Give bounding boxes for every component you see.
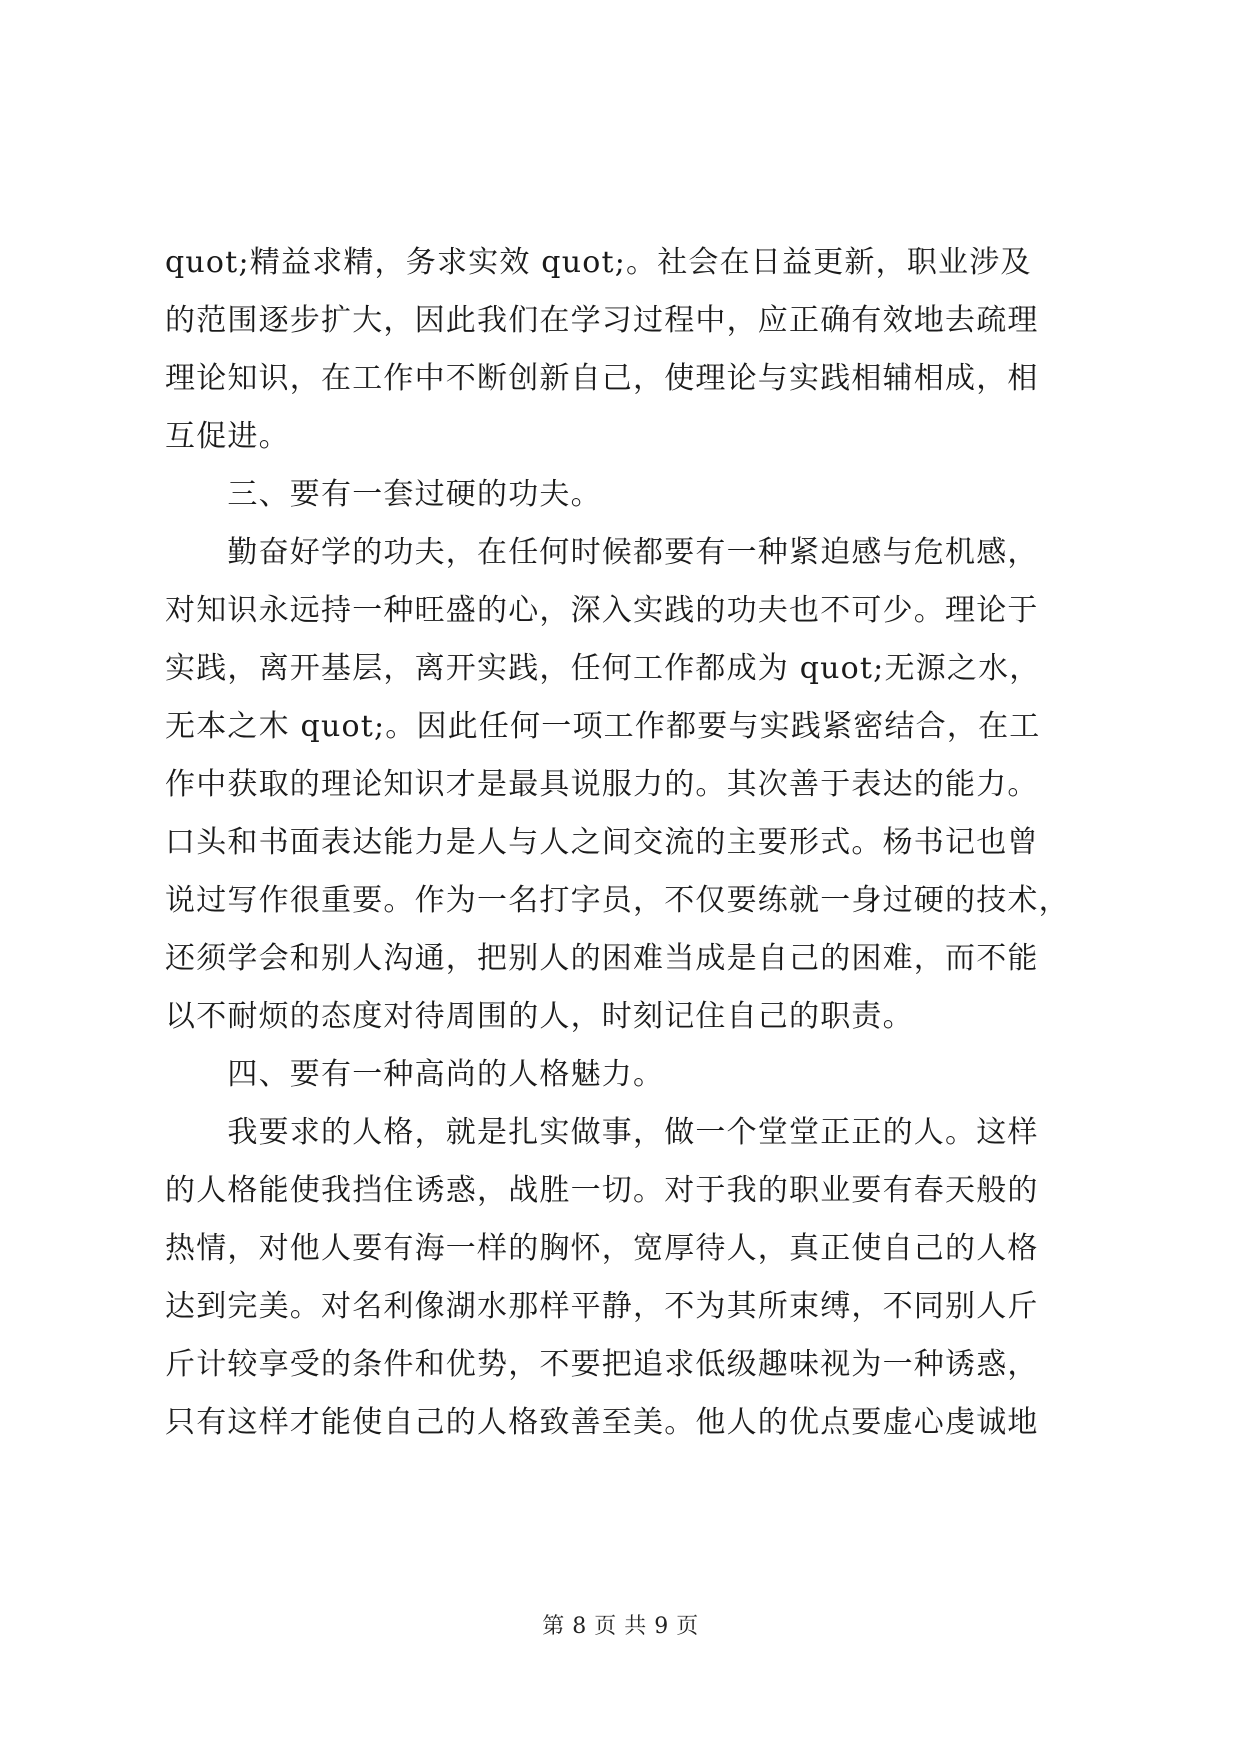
section-heading-4: 四、要有一种高尚的人格魅力。 [165, 1057, 665, 1092]
text-line: 互促进。 [165, 419, 290, 454]
text-line: 的范围逐步扩大，因此我们在学习过程中，应正确有效地去疏理 [165, 303, 1039, 338]
text-line: 实践，离开基层，离开实践，任何工作都成为 quot;无源之水， [165, 651, 1041, 686]
text-line: 以不耐烦的态度对待周围的人，时刻记住自己的职责。 [165, 999, 914, 1034]
text-line: 只有这样才能使自己的人格致善至美。他人的优点要虚心虔诚地 [165, 1405, 1039, 1440]
text-line: 斤计较享受的条件和优势，不要把追求低级趣味视为一种诱惑， [165, 1347, 1039, 1382]
text-line: 作中获取的理论知识才是最具说服力的。其次善于表达的能力。 [165, 767, 1039, 802]
text-line: 理论知识，在工作中不断创新自己，使理论与实践相辅相成，相 [165, 361, 1039, 396]
page-number-footer: 第 8 页 共 9 页 [542, 1614, 699, 1639]
text-line: 我要求的人格，就是扎实做事，做一个堂堂正正的人。这样 [165, 1115, 1039, 1150]
text-line: 的人格能使我挡住诱惑，战胜一切。对于我的职业要有春天般的 [165, 1173, 1039, 1208]
body-text [165, 234, 1085, 1452]
text-line: 热情，对他人要有海一样的胸怀，宽厚待人，真正使自己的人格 [165, 1231, 1039, 1266]
text-line: 达到完美。对名利像湖水那样平静，不为其所束缚，不同别人斤 [165, 1289, 1039, 1324]
text-line: 还须学会和别人沟通，把别人的困难当成是自己的困难，而不能 [165, 941, 1039, 976]
text-line: 对知识永远持一种旺盛的心，深入实践的功夫也不可少。理论于 [165, 593, 1039, 628]
text-line: 勤奋好学的功夫，在任何时候都要有一种紧迫感与危机感， [165, 535, 1039, 570]
text-line: 口头和书面表达能力是人与人之间交流的主要形式。杨书记也曾 [165, 825, 1039, 860]
section-heading-3: 三、要有一套过硬的功夫。 [165, 477, 602, 512]
text-line: quot;精益求精，务求实效 quot;。社会在日益更新，职业涉及 [165, 245, 1032, 280]
text-line: 说过写作很重要。作为一名打字员，不仅要练就一身过硬的技术， [165, 883, 1070, 918]
text-line: 无本之木 quot;。因此任何一项工作都要与实践紧密结合，在工 [165, 709, 1041, 744]
